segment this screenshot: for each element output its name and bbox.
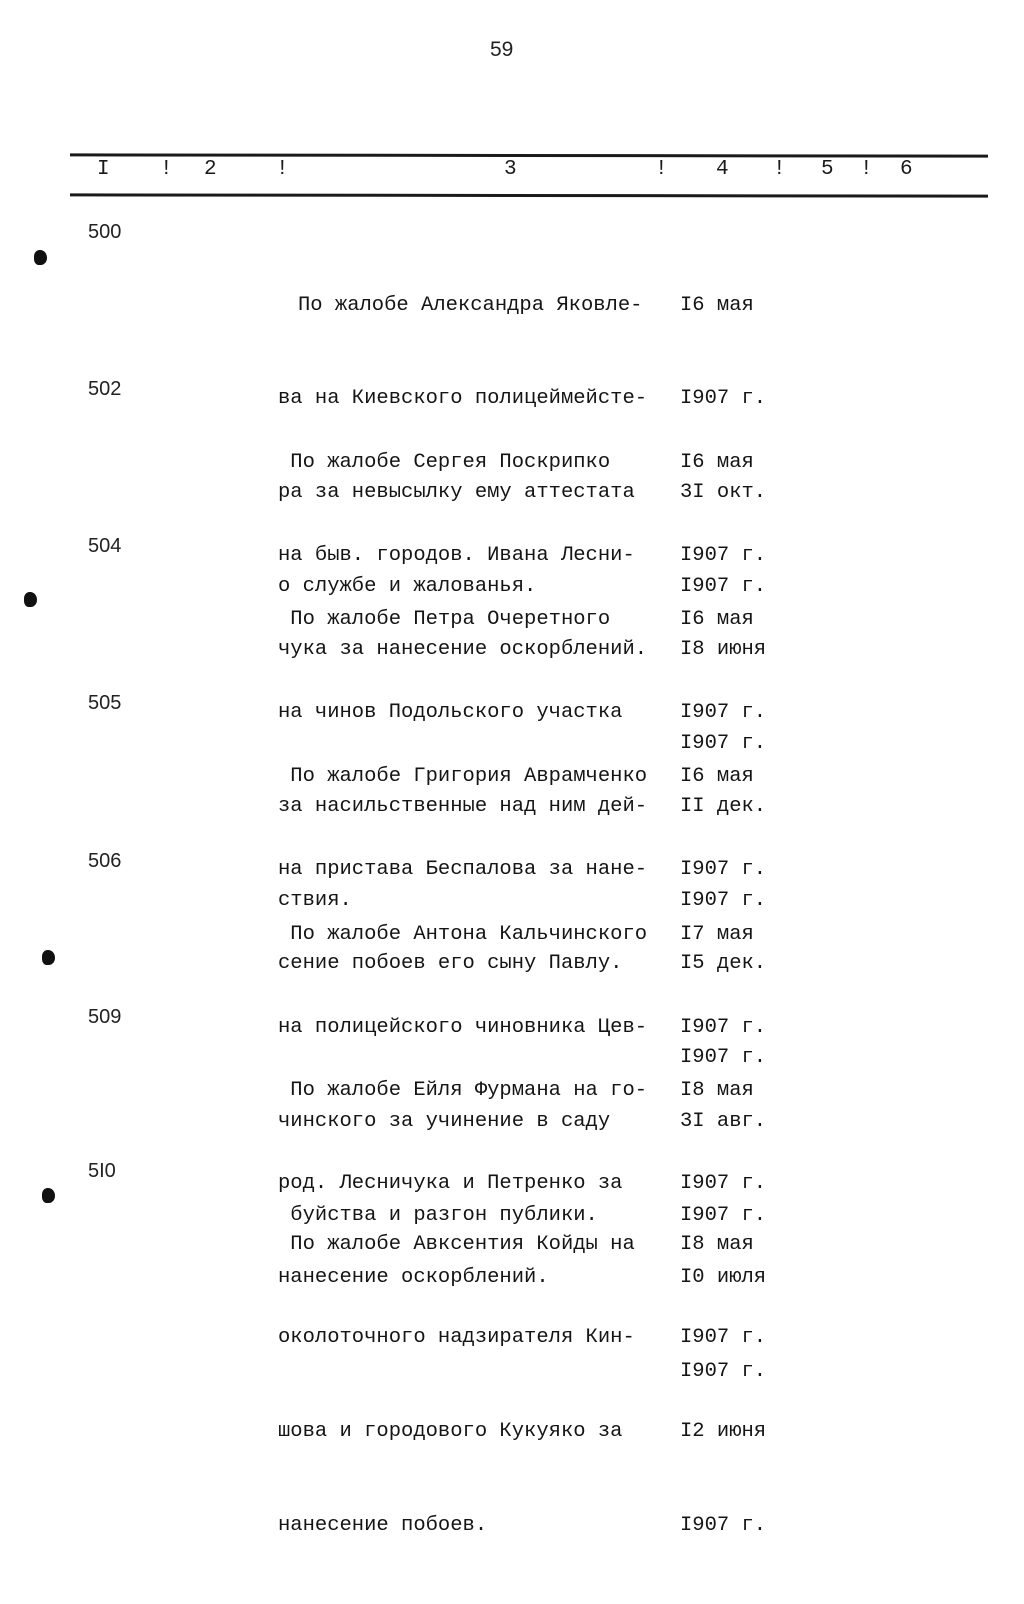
description-line: о службе и жалованья.	[278, 575, 537, 599]
description-line: буйства и разгон публики.	[278, 1204, 598, 1228]
column-separator: !	[860, 158, 873, 181]
case-number: 504	[88, 535, 122, 557]
date-line: I907 г.	[680, 544, 767, 568]
description-line: По жалобе Петра Очеретного	[278, 607, 611, 631]
date-line: I6 мая	[680, 293, 754, 317]
column-header-2: 2	[204, 158, 217, 181]
description-line: за насильственные над ним дей-	[278, 795, 648, 819]
table-header-bottom-rule	[70, 193, 988, 197]
page-number: 59	[490, 38, 514, 61]
date-line: I907 г.	[680, 1360, 767, 1384]
date-line: I6 мая	[680, 607, 754, 631]
description-line: нанесение побоев.	[278, 1514, 488, 1538]
date-line: I907 г.	[680, 732, 767, 756]
column-separator: !	[276, 158, 289, 181]
description-line: на чинов Подольского участка	[278, 701, 623, 725]
description-line: сение побоев его сыну Павлу.	[278, 952, 623, 976]
description-line: По жалобе Сергея Поскрипко	[278, 450, 611, 474]
description-line: на быв. городов. Ивана Лесни-	[278, 544, 635, 568]
date-line: I907 г.	[680, 1326, 767, 1350]
date-line: I8 мая	[680, 1078, 754, 1102]
description-line: ра за невысылку ему аттестата	[278, 481, 635, 505]
description-line: нанесение оскорблений.	[278, 1266, 549, 1290]
case-dates	[680, 1166, 766, 1604]
description-line: По жалобе Ейля Фурмана на го-	[278, 1078, 648, 1102]
column-separator: !	[160, 158, 173, 181]
date-line: I5 дек.	[680, 952, 767, 976]
case-number: 500	[88, 221, 122, 243]
date-line: I0 июля	[680, 1266, 767, 1290]
description-line: По жалобе Антона Кальчинского	[278, 922, 648, 946]
description-line: По жалобе Александра Яковле-	[298, 293, 643, 317]
date-line: I907 г.	[680, 858, 767, 882]
date-line: I907 г.	[680, 1204, 767, 1228]
date-line: I7 мая	[680, 922, 754, 946]
description-line: По жалобе Григория Аврамченко	[278, 764, 648, 788]
date-line: I2 июня	[680, 1420, 767, 1444]
column-header-4: 4	[716, 158, 729, 181]
table-header-top-rule	[70, 153, 988, 157]
description-line: чука за нанесение оскорблений.	[278, 638, 648, 662]
date-line: I8 мая	[680, 1232, 754, 1256]
date-line: I907 г.	[680, 889, 767, 913]
date-line: I907 г.	[680, 1016, 767, 1040]
date-line: I907 г.	[680, 1514, 767, 1538]
punch-hole-mark	[34, 250, 47, 265]
punch-hole-mark	[42, 1188, 55, 1203]
date-line: I907 г.	[680, 1172, 767, 1196]
date-line: I907 г.	[680, 1046, 767, 1070]
punch-hole-mark	[42, 950, 55, 965]
column-header-5: 5	[821, 158, 834, 181]
date-line: 3I окт.	[680, 481, 767, 505]
description-line: ствия.	[278, 889, 352, 913]
case-description	[278, 1166, 635, 1604]
date-line: II дек.	[680, 795, 767, 819]
date-line: I8 июня	[680, 638, 767, 662]
description-line: По жалобе Авксентия Койды на	[278, 1232, 635, 1256]
column-header-1: I	[97, 158, 110, 181]
date-line: I6 мая	[680, 450, 754, 474]
date-line: I907 г.	[680, 701, 767, 725]
column-separator: !	[655, 158, 668, 181]
date-line: I907 г.	[680, 575, 767, 599]
column-header-6: 6	[900, 158, 913, 181]
case-number: 505	[88, 692, 122, 714]
description-line: на полицейского чиновника Цев-	[278, 1016, 648, 1040]
date-line: I6 мая	[680, 764, 754, 788]
date-line: 3I авг.	[680, 1110, 767, 1134]
case-number: 502	[88, 378, 122, 400]
description-line: околоточного надзирателя Кин-	[278, 1326, 635, 1350]
case-number: 506	[88, 850, 122, 872]
date-line: I907 г.	[680, 387, 767, 411]
description-line: род. Лесничука и Петренко за	[278, 1172, 623, 1196]
case-number: 509	[88, 1006, 122, 1028]
description-line: на пристава Беспалова за нане-	[278, 858, 648, 882]
column-header-3: 3	[504, 158, 517, 181]
case-number: 5I0	[88, 1160, 116, 1182]
description-line: чинского за учинение в саду	[278, 1110, 611, 1134]
punch-hole-mark	[24, 592, 37, 607]
description-line: шова и городового Кукуяко за	[278, 1420, 623, 1444]
description-line: ва на Киевского полицеймейсте-	[278, 387, 648, 411]
column-separator: !	[773, 158, 786, 181]
